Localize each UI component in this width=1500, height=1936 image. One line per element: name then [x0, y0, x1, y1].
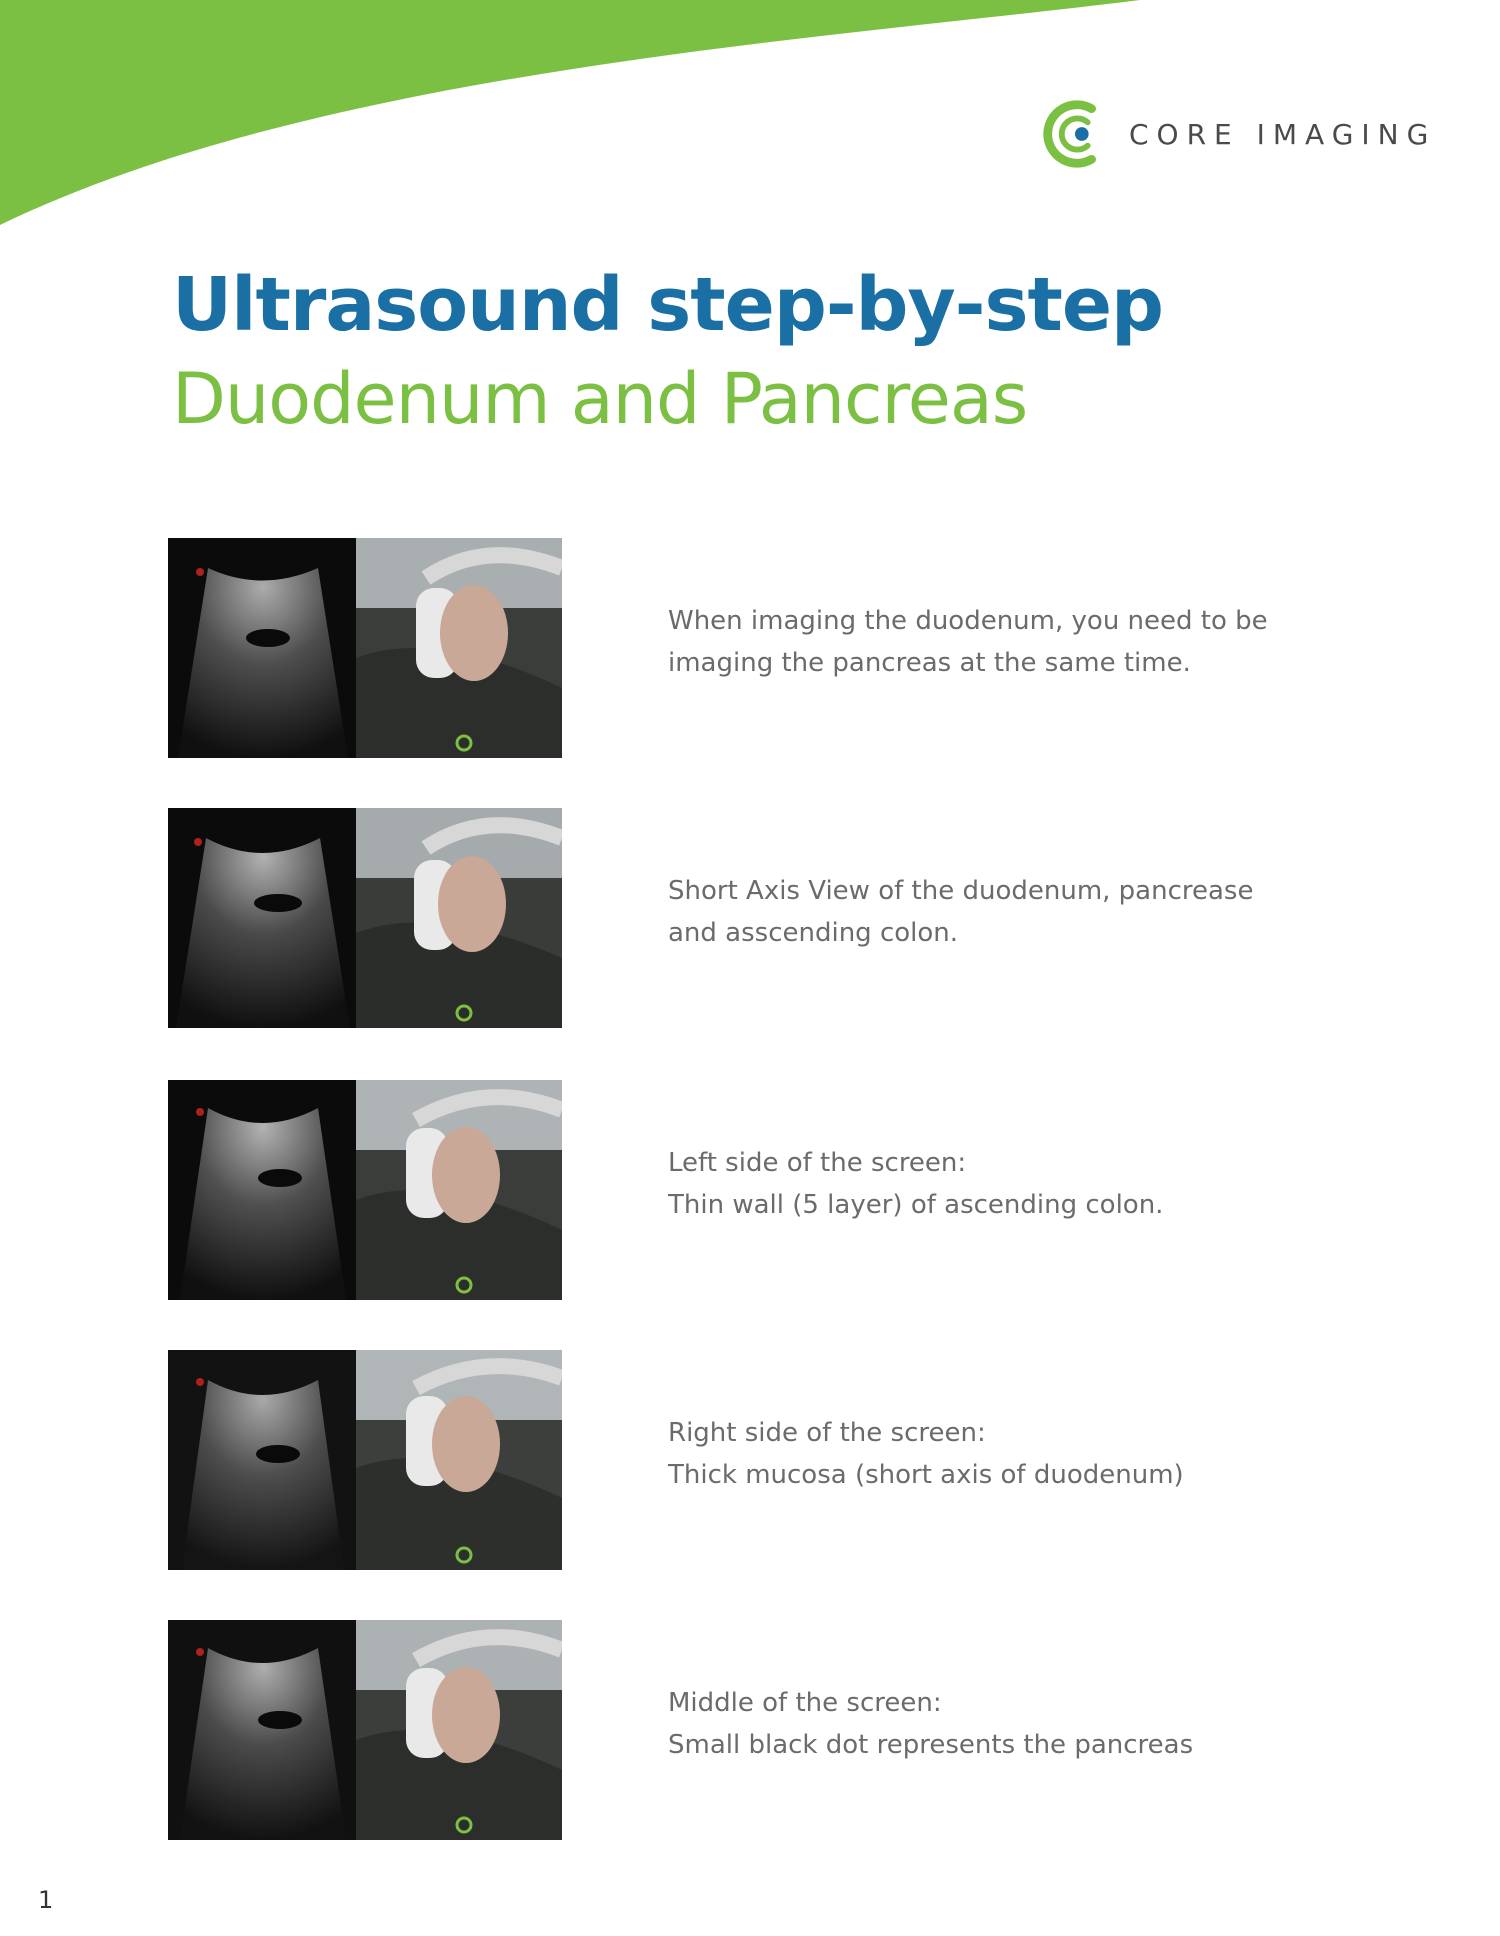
step-image [168, 1080, 562, 1300]
ultrasound-image [168, 1620, 356, 1840]
step-5 [168, 1620, 1348, 1840]
step-text-line: imaging the pancreas at the same time. [668, 648, 1191, 678]
step-image [168, 1620, 562, 1840]
ultrasound-image [168, 1080, 356, 1300]
step-text-line: Right side of the screen: [668, 1418, 986, 1448]
ultrasound-image [168, 1350, 356, 1570]
step-image [168, 1350, 562, 1570]
probe-photo [356, 538, 562, 758]
ultrasound-image [168, 808, 356, 1028]
step-image [168, 538, 562, 758]
step-text-line: Thick mucosa (short axis of duodenum) [668, 1460, 1184, 1490]
step-text-line: Small black dot represents the pancreas [668, 1730, 1194, 1760]
ultrasound-image [168, 538, 356, 758]
page-subtitle: Duodenum and Pancreas [172, 358, 1028, 440]
page-title: Ultrasound step-by-step [172, 262, 1164, 348]
page-number: 1 [38, 1886, 54, 1914]
step-2 [168, 808, 1348, 1028]
step-1 [168, 538, 1348, 758]
logo-mark-icon [1035, 95, 1113, 173]
step-text-line: Thin wall (5 layer) of ascending colon. [668, 1190, 1164, 1220]
probe-photo [356, 808, 562, 1028]
step-text-line: and asscending colon. [668, 918, 959, 948]
step-text-line: When imaging the duodenum, you need to be [668, 606, 1268, 636]
logo-text: CORE IMAGING [1129, 117, 1437, 151]
step-description [668, 1142, 1163, 1226]
step-3 [168, 1080, 1348, 1300]
step-description [668, 1682, 1193, 1766]
probe-photo [356, 1620, 562, 1840]
step-description [668, 1412, 1184, 1496]
step-image [168, 808, 562, 1028]
probe-photo [356, 1080, 562, 1300]
step-text-line: Middle of the screen: [668, 1688, 942, 1718]
probe-photo [356, 1350, 562, 1570]
step-description [668, 600, 1268, 684]
step-4 [168, 1350, 1348, 1570]
core-imaging-logo [1035, 95, 1436, 173]
step-text-line: Left side of the screen: [668, 1148, 967, 1178]
step-description [668, 870, 1253, 954]
step-text-line: Short Axis View of the duodenum, pancrease [668, 876, 1254, 906]
